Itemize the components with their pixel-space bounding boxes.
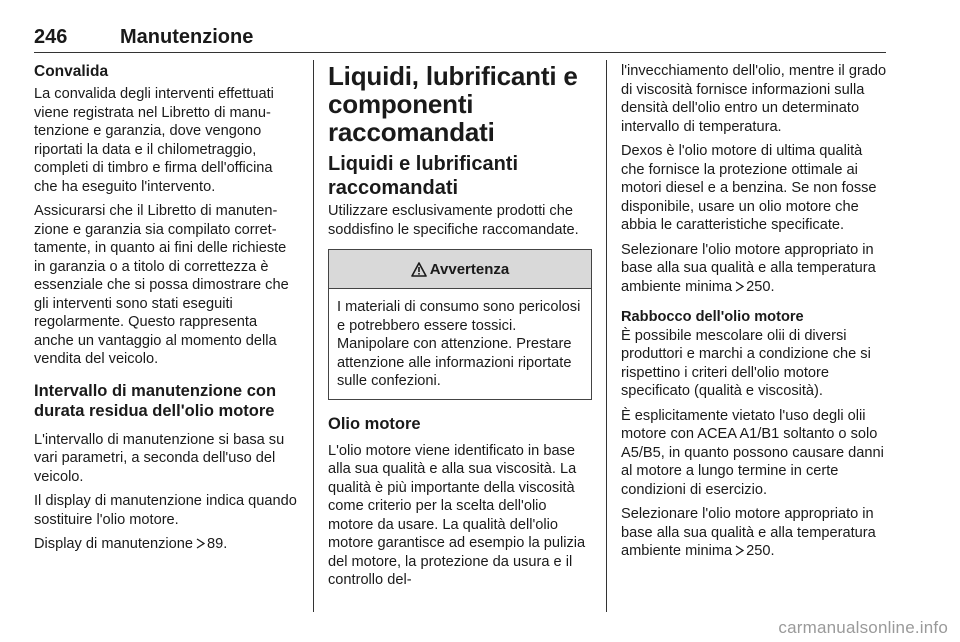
paragraph-ref <box>621 505 887 561</box>
heading-olio-motore: Olio motore <box>328 414 421 433</box>
paragraph: Dexos è l'olio motore di ultima qualità che fornisce la protezione ottimale ai motori diesel e a benzina. Se non fosse disponibile, usare un olio motore che abbia le caratteristiche specificate. <box>621 143 877 233</box>
ref-text: Selezionare l'olio motore appropriato in base alla sua qualità e alla temperatura ambiente minima <box>621 241 876 295</box>
column-2 <box>328 62 592 596</box>
watermark: carmanualsonline.info <box>778 618 948 637</box>
warning-triangle-icon <box>411 262 427 277</box>
column-divider-1 <box>313 60 314 612</box>
page-reference-link[interactable]: 250. <box>746 543 775 559</box>
page-reference-arrow-icon[interactable] <box>735 281 744 292</box>
page-reference-arrow-icon[interactable] <box>735 545 744 556</box>
page-reference-link[interactable]: 89. <box>207 536 228 552</box>
paragraph: Utilizzare esclusivamente prodotti che soddisfino le specifiche raccomandate. <box>328 203 579 238</box>
page-reference-link[interactable]: 250. <box>746 278 775 295</box>
column-divider-2 <box>606 60 607 612</box>
subsection-title: Liquidi e lubrificanti raccomandati <box>328 153 518 199</box>
page-number: 246 <box>34 26 68 48</box>
section-title: Liquidi, lubrificanti e componenti raccomandati <box>328 61 578 147</box>
header-rule <box>34 52 886 53</box>
chapter-title: Manutenzione <box>120 26 254 48</box>
page-reference-arrow-icon[interactable] <box>196 538 205 549</box>
paragraph-ref <box>621 241 887 297</box>
paragraph: Il display di manutenzione indica quando sostituire l'olio motore. <box>34 493 297 528</box>
heading-intervallo: Intervallo di manutenzione con durata residua dell'olio motore <box>34 381 277 420</box>
column-3 <box>621 62 887 567</box>
paragraph: L'intervallo di manutenzione si basa su vari parametri, a seconda dell'uso del veicolo. <box>34 431 285 485</box>
heading-convalida: Convalida <box>34 63 109 80</box>
paragraph: L'olio motore viene identificato in base alla sua qualità e alla sua viscosità. La qualità è più importante della viscosità come criterio per la scelta dell'olio motore da usare. La qualità dell'olio motore garantisce ad esempio la pulizia del motore, la protezione da usura e il controllo del- <box>328 442 586 588</box>
column-1 <box>34 62 298 560</box>
warning-text: I materiali di consumo sono pericolosi e potrebbero essere tossici. Manipolare con attenzione. Prestare attenzione alle informazioni riportate sulle confezioni. <box>337 299 581 389</box>
paragraph-ref <box>34 535 298 554</box>
warning-title: Avvertenza <box>429 260 510 278</box>
ref-text: Display di manutenzione <box>34 536 193 552</box>
paragraph: È esplicitamente vietato l'uso degli olii motore con ACEA A1/B1 soltanto o solo A5/B5, in quanto possono causare danni al motore a lungo termine in certe condizioni di esercizio. <box>621 407 884 498</box>
paragraph: La convalida degli interventi effettuati viene registrata nel Libretto di manutenzione e garanzia, dove vengono riportati la data e il chilometraggio, completi di timbro e firma dell'officina che ha eseguito l'intervento. <box>34 86 274 195</box>
heading-rabbocco: Rabbocco dell'olio motore <box>621 309 804 325</box>
warning-box <box>328 249 592 400</box>
warning-header <box>329 250 591 289</box>
ref-text: Selezionare l'olio motore appropriato in base alla sua qualità e alla temperatura ambiente minima <box>621 506 876 559</box>
page-header <box>34 26 886 52</box>
paragraph: l'invecchiamento dell'olio, mentre il grado di viscosità fornisce informazioni sulla densità dell'olio entro un determinato intervallo di temperatura. <box>621 63 887 135</box>
paragraph: Assicurarsi che il Libretto di manutenzione e garanzia sia compilato correttamente, in quanto ai fini delle richieste in garanzia o a titolo di correttezza è essenziale che si possa dimostrare che gli interventi sono stati eseguiti regolarmente. Questo rappresenta anche un vantaggio al momento della vendita del veicolo. <box>34 203 289 367</box>
paragraph: È possibile mescolare olii di diversi produttori e marchi a condizione che si rispettino i criteri dell'olio motore specificato (qualità e viscosità). <box>621 327 871 399</box>
